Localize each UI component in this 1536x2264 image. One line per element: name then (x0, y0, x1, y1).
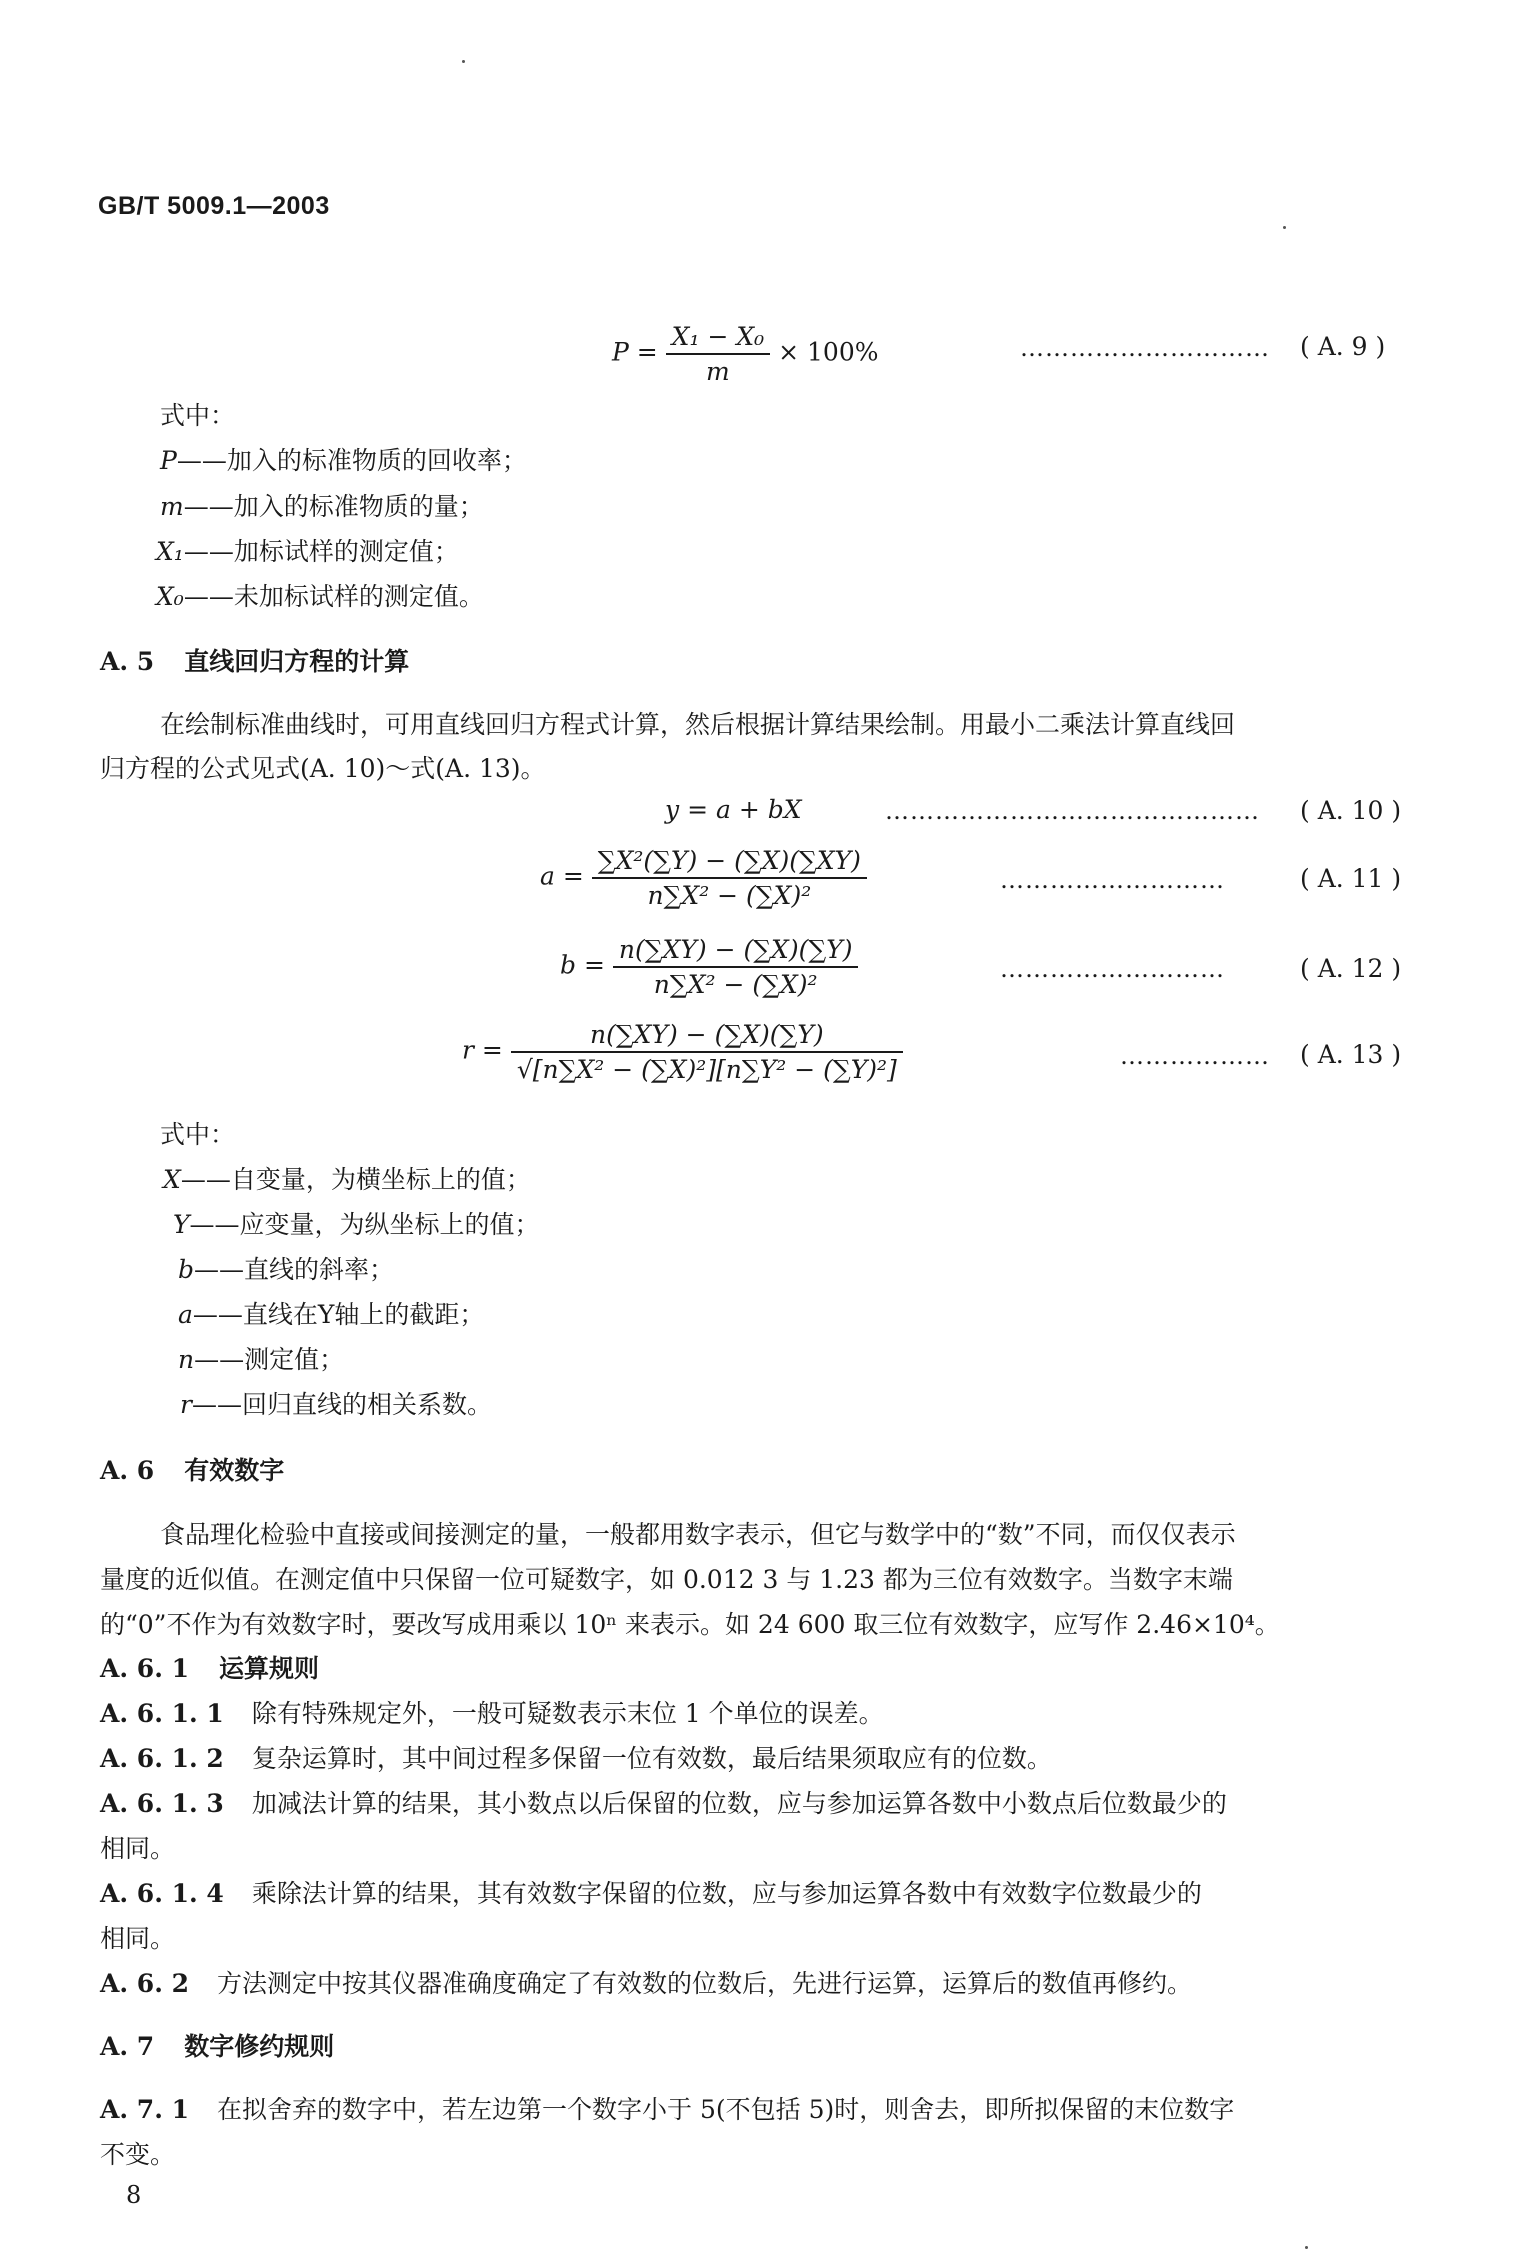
where2-desc: ——测定值； (194, 1345, 345, 1374)
section-title: 直线回归方程的计算 (184, 647, 410, 676)
document-code-header: GB/T 5009.1—2003 (98, 192, 330, 220)
clause-text: 除有特殊规定外，一般可疑数表示末位 1 个单位的误差。 (251, 1699, 884, 1728)
clause-a62 (100, 1967, 1192, 2001)
eq-a12-leader: ……………………… (1000, 955, 1225, 983)
section-number: A. 6. 1 (100, 1654, 190, 1683)
section-title: 运算规则 (219, 1654, 320, 1683)
eq-a13-lhs: r = (462, 1035, 503, 1065)
section-heading-a5 (100, 645, 409, 679)
equation-a13 (462, 1020, 903, 1084)
where1-item-m (160, 490, 484, 524)
clause-text: 在拟舍弃的数字中，若左边第一个数字小于 5(不包括 5)时，则舍去，即所拟保留的末位数字 (217, 2095, 1235, 2124)
eq-a9-tag: ( A. 9 ) (1300, 332, 1386, 361)
where2-desc: ——直线在Y轴上的截距； (192, 1300, 485, 1329)
eq-a13-numerator: n(∑XY) − (∑X)(∑Y) (511, 1020, 903, 1053)
eq-a11-leader: ……………………… (1000, 866, 1225, 894)
where2-item-b (178, 1253, 394, 1287)
section-number: A. 7 (100, 2032, 155, 2061)
eq-a9-tail: × 100% (778, 337, 879, 367)
clause-a611 (100, 1697, 884, 1731)
eq-a12-lhs: b = (560, 950, 605, 980)
eq-a11-denominator: n∑X² − (∑X)² (647, 881, 812, 910)
section-heading-a6 (100, 1454, 284, 1488)
where2-desc: ——自变量，为横坐标上的值； (180, 1165, 531, 1194)
eq-a9-lhs: P = (612, 337, 658, 367)
where1-symbol: X₁ (156, 537, 184, 566)
eq-a13-fraction (511, 1020, 903, 1084)
clause-text: 加减法计算的结果，其小数点以后保留的位数，应与参加运算各数中小数点后位数最少的 (251, 1789, 1227, 1818)
clause-a71-continuation: 不变。 (100, 2140, 176, 2169)
scan-speck (462, 60, 465, 63)
paragraph-a5-line2: 归方程的公式见式(A. 10)～式(A. 13)。 (100, 754, 546, 783)
where1-desc: ——未加标试样的测定值。 (183, 582, 484, 611)
clause-number: A. 7. 1 (100, 2095, 190, 2124)
eq-a9-fraction (666, 322, 770, 386)
where-title-2: 式中： (160, 1120, 236, 1149)
scan-speck (1283, 226, 1286, 229)
eq-a12-denominator: n∑X² − (∑X)² (653, 970, 818, 999)
where2-desc: ——应变量，为纵坐标上的值； (189, 1210, 540, 1239)
where1-symbol: P (160, 446, 177, 475)
eq-a11-tag: ( A. 11 ) (1300, 864, 1402, 893)
equation-a12 (560, 935, 858, 999)
clause-a612 (100, 1742, 1052, 1776)
eq-a11-lhs: a = (540, 861, 584, 891)
where2-symbol: b (178, 1255, 195, 1284)
where1-item-p (160, 444, 527, 478)
eq-a13-leader: ……………… (1120, 1042, 1270, 1070)
paragraph-a6-line3: 的“0”不作为有效数字时，要改写成用乘以 10ⁿ 来表示。如 24 600 取三位有效数字，应写作 2.46×10⁴。 (100, 1610, 1280, 1639)
clause-number: A. 6. 2 (100, 1969, 190, 1998)
paragraph-a5-line1: 在绘制标准曲线时，可用直线回归方程式计算，然后根据计算结果绘制。用最小二乘法计算直线回 (160, 710, 1236, 739)
section-heading-a61 (100, 1652, 319, 1686)
eq-a9-numerator: X₁ − X₀ (666, 322, 770, 355)
paragraph-a6-line2: 量度的近似值。在测定值中只保留一位可疑数字，如 0.012 3 与 1.23 都为三位有效数字。当数字末端 (100, 1565, 1233, 1594)
paragraph-a6-line1: 食品理化检验中直接或间接测定的量，一般都用数字表示，但它与数学中的“数”不同，而仅仅表示 (160, 1520, 1236, 1549)
clause-number: A. 6. 1. 3 (100, 1789, 224, 1818)
eq-a11-numerator: ∑X²(∑Y) − (∑X)(∑XY) (592, 846, 867, 879)
section-title: 数字修约规则 (184, 2032, 335, 2061)
where2-symbol: X (163, 1165, 181, 1194)
where2-symbol: r (180, 1390, 192, 1419)
scan-speck (1305, 2246, 1308, 2249)
eq-a10-tag: ( A. 10 ) (1300, 796, 1402, 825)
clause-a614 (100, 1877, 1202, 1911)
where2-item-n (178, 1343, 344, 1377)
where1-item-x0 (156, 580, 484, 614)
where1-item-x1 (156, 535, 459, 569)
section-heading-a7 (100, 2030, 334, 2064)
eq-a12-numerator: n(∑XY) − (∑X)(∑Y) (613, 935, 859, 968)
where2-desc: ——直线的斜率； (194, 1255, 395, 1284)
where1-desc: ——加标试样的测定值； (183, 537, 459, 566)
where1-symbol: X₀ (156, 582, 184, 611)
where2-symbol: n (178, 1345, 195, 1374)
section-number: A. 5 (100, 647, 155, 676)
where2-desc: ——回归直线的相关系数。 (191, 1390, 492, 1419)
eq-a9-denominator: m (706, 357, 730, 386)
clause-text: 方法测定中按其仪器准确度确定了有效数的位数后，先进行运算，运算后的数值再修约。 (217, 1969, 1193, 1998)
section-title: 有效数字 (184, 1456, 285, 1485)
clause-text: 乘除法计算的结果，其有效数字保留的位数，应与参加运算各数中有效数字位数最少的 (251, 1879, 1202, 1908)
clause-a71 (100, 2093, 1234, 2127)
where1-symbol: m (160, 492, 184, 521)
section-number: A. 6 (100, 1456, 155, 1485)
clause-a613-continuation: 相同。 (100, 1834, 176, 1863)
where2-symbol: a (178, 1300, 193, 1329)
eq-a13-tag: ( A. 13 ) (1300, 1040, 1402, 1069)
eq-a13-denominator: √[n∑X² − (∑X)²][n∑Y² − (∑Y)²] (516, 1055, 897, 1084)
eq-a11-fraction (592, 846, 867, 910)
eq-a9-leader: ………………………… (1020, 334, 1270, 362)
clause-number: A. 6. 1. 2 (100, 1744, 224, 1773)
eq-a12-tag: ( A. 12 ) (1300, 954, 1402, 983)
clause-a613 (100, 1787, 1227, 1821)
clause-number: A. 6. 1. 1 (100, 1699, 224, 1728)
where1-desc: ——加入的标准物质的回收率； (176, 446, 527, 475)
equation-a11 (540, 846, 867, 910)
clause-text: 复杂运算时，其中间过程多保留一位有效数，最后结果须取应有的位数。 (251, 1744, 1052, 1773)
eq-a12-fraction (613, 935, 859, 999)
clause-a614-continuation: 相同。 (100, 1924, 176, 1953)
where2-item-r (180, 1388, 492, 1422)
where2-item-x (163, 1163, 531, 1197)
equation-a9 (612, 322, 878, 386)
where1-desc: ——加入的标准物质的量； (183, 492, 484, 521)
where2-symbol: Y (173, 1210, 190, 1239)
where2-item-y (173, 1208, 540, 1242)
where-title-1: 式中： (160, 401, 236, 430)
page-number: 8 (126, 2181, 142, 2209)
clause-number: A. 6. 1. 4 (100, 1879, 224, 1908)
equation-a10: y = a + bX (665, 795, 802, 824)
eq-a10-leader: ……………………………………… (885, 797, 1260, 825)
where2-item-a (178, 1298, 484, 1332)
